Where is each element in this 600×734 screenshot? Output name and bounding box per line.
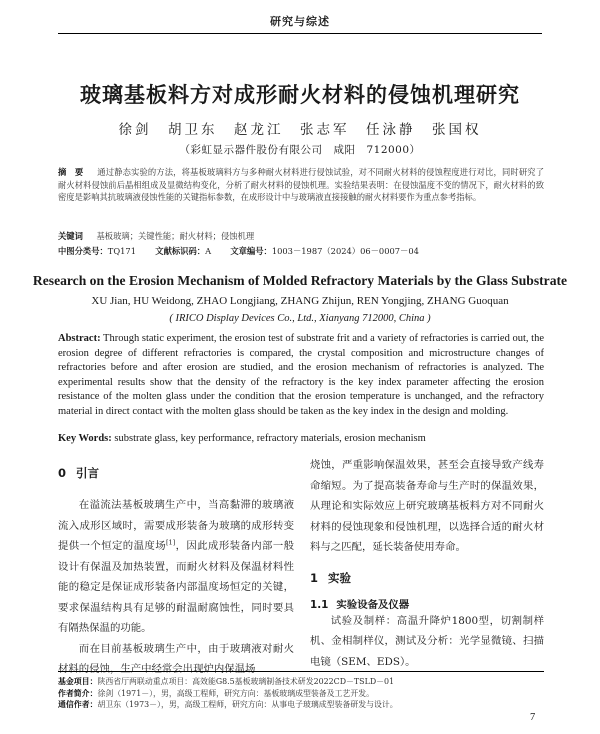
abstract-en-label: Abstract: bbox=[58, 333, 101, 344]
running-header bbox=[58, 10, 542, 34]
citation-ref: [1] bbox=[166, 538, 176, 547]
footnotes bbox=[58, 671, 544, 711]
paragraph: 试验及制样：高温升降炉1800型，切割制样机、金相制样仪，测试及分析：光学显微镜、扫描电镜（SEM、EDS）。 bbox=[310, 614, 544, 668]
author-note: 作者简介：徐剑（1971－），男，高级工程师，研究方向：基板玻璃成型装备及工艺开发。 bbox=[58, 688, 374, 698]
body-column-left bbox=[58, 465, 294, 680]
keywords-en-label: Key Words: bbox=[58, 433, 112, 444]
article-no-label: 文章编号： bbox=[230, 246, 272, 256]
affiliation-cn: （彩虹显示器件股份有限公司 咸阳 712000） bbox=[179, 144, 421, 156]
affiliation-en: ( IRICO Display Devices Co., Ltd., Xianyang 712000, China ) bbox=[169, 313, 431, 324]
paragraph: 在溢流法基板玻璃生产中，当高黏滞的玻璃液流入成形区域时，需要成形装备为玻璃的成形转变提供一个恒定的温度场[1]，因此成形装备内部一般设计有保温及加热装置，而耐火材料及保温材料性能的稳定是保证成形装备内部温度场恒定的关键，要求保温结构具有足够的耐温耐腐蚀性，同时要具有隔热保温的功能。 bbox=[58, 499, 295, 634]
keywords-cn bbox=[58, 230, 544, 242]
section-title: 引言 bbox=[76, 466, 100, 480]
keywords-en bbox=[58, 433, 544, 444]
section-heading-experiment bbox=[310, 570, 544, 586]
keywords-cn-text: 基板玻璃；关键性能；耐火材料；侵蚀机理 bbox=[96, 231, 255, 241]
section-title: 研究与综述 bbox=[270, 15, 330, 28]
clc-value: TQ171 bbox=[107, 246, 136, 256]
body-column-right bbox=[310, 455, 544, 672]
doc-code-label: 文献标识码： bbox=[155, 246, 206, 256]
section-number: 0 bbox=[58, 466, 67, 480]
clc-label: 中图分类号： bbox=[58, 246, 108, 256]
paragraph: 而在目前基板玻璃生产中，由于玻璃液对耐火材料的侵蚀，生产中经常会出现炉内保温场 bbox=[58, 642, 294, 675]
article-no-value: 1003－1987（2024）06－0007－04 bbox=[271, 246, 419, 256]
abstract-cn bbox=[58, 166, 544, 204]
abstract-cn-text: 通过静态实验的方法，将基板玻璃料方与多种耐火材料进行侵蚀试验，对不同耐火材料的侵蚀程度进行对比，同时研究了耐火材料侵蚀前后晶相组成及显微结构变化，分析了耐火材料的侵蚀机理。实验结果表明：在侵蚀温度不变的情况下，耐火材料的致密度是影响其抗玻璃液侵蚀性能的关键指标参数，在成形设计中与玻璃液直接接触的耐火材料要作为重点参考指标。 bbox=[58, 167, 544, 203]
keywords-en-text: substrate glass, key performance, refractory materials, erosion mechanism bbox=[114, 433, 426, 444]
authors-cn: 徐剑 胡卫东 赵龙江 张志军 任泳静 张国权 bbox=[118, 122, 482, 138]
section-number: 1 bbox=[310, 570, 319, 585]
subsection-title: 实验设备及仪器 bbox=[336, 598, 410, 611]
keywords-cn-label: 关键词 bbox=[58, 231, 83, 241]
section-title: 实验 bbox=[328, 570, 352, 585]
subsection-heading bbox=[310, 596, 544, 611]
contact-note: 通信作者：胡卫东（1973－），男，高级工程师，研究方向：从事电子玻璃成型装备研发与设计。 bbox=[58, 700, 398, 709]
abstract-en-text: Through static experiment, the erosion test of substrate frit and a variety of refractories is carried out, the erosion degree of different refractories is compared, the crystal composition and microstructure changes of refractories before and after erosion are studied, and the erosion mechanism of refractories is analyzed. The experimental results show that the density of the refractory is the key index parameter affecting the erosion resistance of the molten glass under the condition that the erosion temperature is unchanged, and the refractory material in direct contact with the molten glass should be taken as the key index in the design and molding. bbox=[58, 333, 544, 417]
section-heading-intro bbox=[58, 465, 294, 481]
doc-code-value: A bbox=[205, 246, 212, 256]
classification-line bbox=[58, 245, 544, 257]
paragraph: 烧蚀，严重影响保温效果，甚至会直接导致产线寿命缩短。为了提高装备寿命与生产时的保温效果，从理论和实际效应上研究玻璃基板料方对不同耐火材料的侵蚀现象和侵蚀机理，以选择合适的耐火材料与之匹配，延长装备使用寿命。 bbox=[310, 459, 544, 553]
abstract-cn-label: 摘 要 bbox=[58, 167, 84, 177]
subsection-number: 1.1 bbox=[310, 598, 329, 611]
paper-title-cn: 玻璃基板料方对成形耐火材料的侵蚀机理研究 bbox=[80, 83, 520, 107]
abstract-en bbox=[58, 332, 544, 419]
authors-en: XU Jian, HU Weidong, ZHAO Longjiang, ZHANG Zhijun, REN Yongjing, ZHANG Guoquan bbox=[91, 295, 509, 307]
paper-title-en: Research on the Erosion Mechanism of Molded Refractory Materials by the Glass Substrate bbox=[32, 273, 568, 288]
page-number: 7 bbox=[530, 712, 536, 723]
funding-note: 基金项目：陕西省厅两联动重点项目：高效能G8.5基板玻璃制备技术研发2022CD－TSLD－01 bbox=[58, 677, 395, 686]
